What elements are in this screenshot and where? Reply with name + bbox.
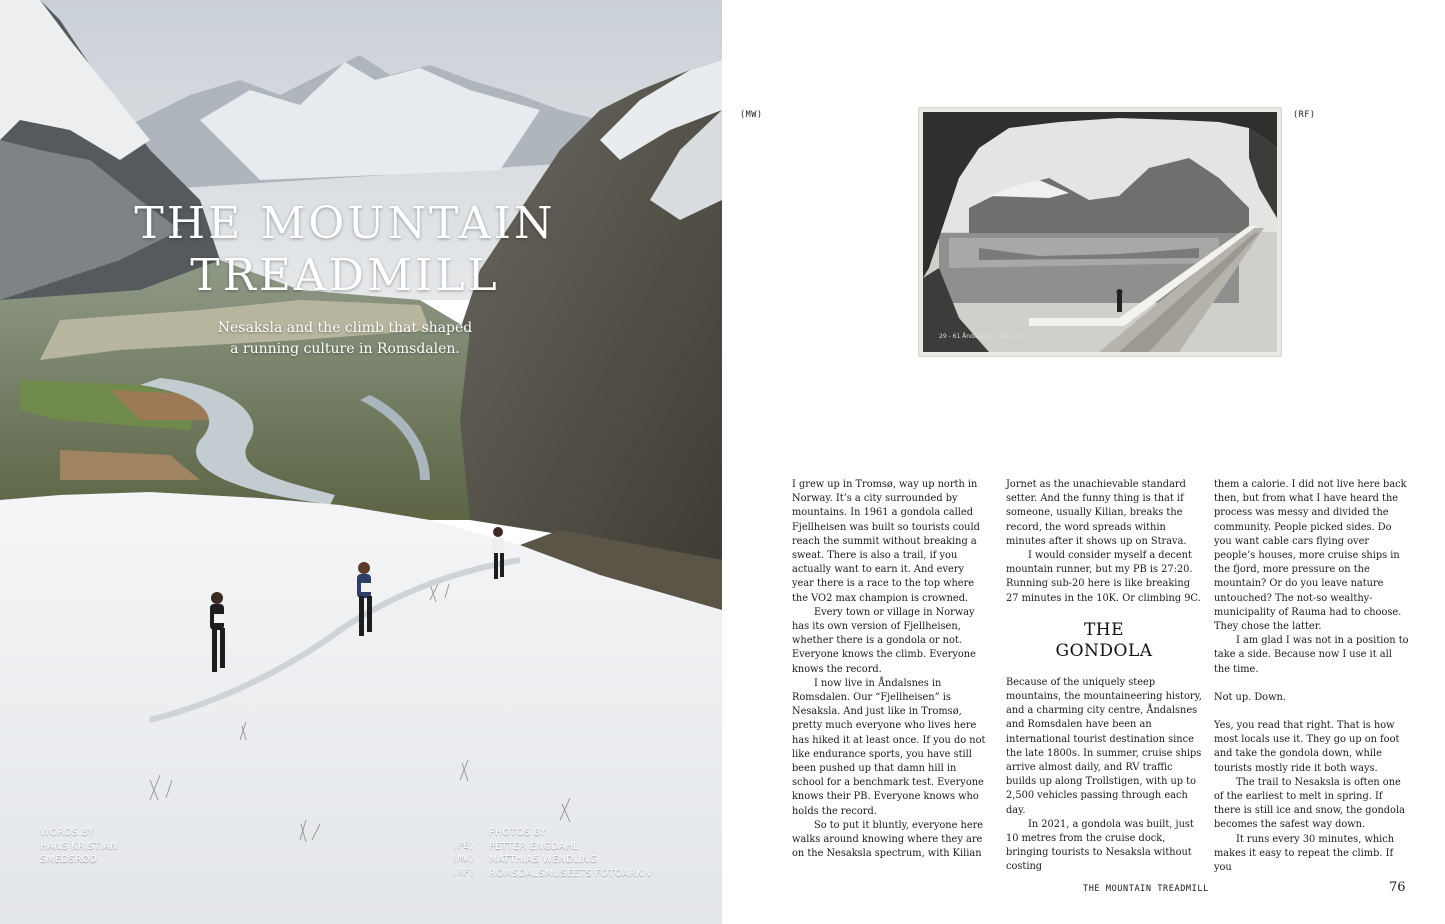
- photos-credit-row: [452, 867, 653, 881]
- historic-postcard-photo: [919, 108, 1281, 356]
- article-title-line: THE MOUNTAIN: [134, 198, 556, 249]
- subtitle-line: Nesaksla and the climb that shaped: [217, 320, 473, 336]
- paragraph: Every town or village in Norway has its own version of Fjellheisen, whether there is a gondola or not. Everyone knows the climb. Everyone knows the record.: [792, 606, 976, 675]
- photos-credit-heading: PHOTOS BY: [489, 827, 547, 838]
- postcard-image-icon: [919, 108, 1281, 356]
- words-credit: [40, 826, 118, 867]
- subtitle-line: a running culture in Romsdalen.: [230, 341, 460, 357]
- left-page: [0, 0, 722, 924]
- section-heading: [1006, 620, 1202, 662]
- postcard-caption: 29 - 61 Åndalsnes - Alesund: [939, 333, 1023, 340]
- paragraph: Jornet as the unachievable standard setter. And the funny thing is that if someone, usually Kilian, breaks the record, the word spreads within minutes after it shows up on Strava.: [1006, 479, 1187, 547]
- photos-credit-tag: (RF): [452, 867, 475, 878]
- paragraph: Because of the uniquely steep mountains, the mountaineering history, and a charming city centre, Åndalsnes and Romsdalen have been an international tourist destination since the late 1800s. In summer, cruise ships arrive almost daily, and RV traffic builds up along Trollstigen, with up to 2,500 vehicles passing through each day.: [1006, 676, 1202, 816]
- paragraph: The trail to Nesaksla is often one of the earliest to melt in spring. If there is still ice and snow, the gondola becomes the safest way down.: [1214, 776, 1405, 831]
- words-credit-line: WORDS BY: [40, 827, 95, 838]
- text-column-3: [1214, 478, 1410, 875]
- photos-credit: [452, 826, 653, 880]
- article-title-line: TREADMILL: [190, 250, 500, 301]
- photos-credit-name: PETTER ENGDAHL: [489, 840, 579, 852]
- photos-credit-row: [452, 853, 653, 867]
- section-heading-line: THE: [1083, 619, 1125, 640]
- photos-credit-row: [452, 840, 653, 854]
- page-number: 76: [1389, 880, 1406, 895]
- paragraph: Yes, you read that right. That is how most locals use it. They go up on foot and take the gondola down, while tourists mostly ride it both ways.: [1214, 720, 1400, 774]
- photos-credit-name: MATTHIAS WENDLING: [489, 854, 598, 865]
- text-column-2: [1006, 478, 1202, 875]
- words-credit-line: SMEDSRØD: [40, 854, 98, 865]
- mountain-photo-icon: [0, 0, 722, 924]
- text-column-1: [792, 478, 988, 861]
- article-title: [40, 198, 650, 302]
- words-credit-line: HANS KRISTIAN: [40, 840, 118, 852]
- photo-tag-rf: (RF): [1293, 110, 1316, 120]
- paragraph: them a calorie. I did not live here back then, but from what I have heard the process was messy and divided the community. People picked sides. Do you want cable cars flying over people’s houses, more cruise ships in the fjord, more pressure on the mountain? Or do you leave nature untouched? The not-so wealthy-municipality of Rauma had to choose. They chose the latter.: [1214, 479, 1407, 633]
- right-page: [722, 0, 1445, 924]
- photos-credit-spacer: [452, 826, 489, 840]
- paragraph: In 2021, a gondola was built, just 10 metres from the cruise dock, bringing tourists to Nesaksla without costing: [1006, 818, 1194, 873]
- paragraph: It runs every 30 minutes, which makes it easy to repeat the climb. If you: [1214, 833, 1395, 874]
- paragraph: I would consider myself a decent mountain runner, but my PB is 27:20. Running sub-20 here is like breaking 27 minutes in the 10K. Or climbing 9C.: [1006, 550, 1201, 604]
- running-footer-title: THE MOUNTAIN TREADMILL: [1083, 884, 1209, 894]
- photos-credit-heading-row: [452, 826, 653, 840]
- photos-credit-tag: (MW): [452, 854, 475, 864]
- photo-tag-mw: (MW): [740, 110, 763, 120]
- paragraph: I am glad I was not in a position to take a side. Because now I use it all the time.: [1214, 635, 1409, 675]
- photos-credit-tag: (PE): [452, 840, 475, 851]
- paragraph: Not up. Down.: [1214, 691, 1286, 703]
- paragraph: So to put it bluntly, everyone here walks around knowing where they are on the Nesaksla spectrum, with Kilian: [792, 819, 984, 860]
- section-heading-line: GONDOLA: [1055, 640, 1153, 661]
- paragraph: I now live in Åndalsnes in Romsdalen. Our “Fjellheisen” is Nesaksla. And just like in Tromsø, pretty much everyone who lives here has hiked it at least once. If you do not like endurance sports, you have still been pushed up that damn hill in school for a benchmark test. Everyone knows their PB. Everyone knows who holds the record.: [792, 677, 986, 817]
- photos-credit-name: ROMSDALSMUSEETS FOTOARKIV: [489, 867, 653, 879]
- article-subtitle: [150, 318, 540, 360]
- paragraph: I grew up in Tromsø, way up north in Norway. It’s a city surrounded by mountains. In 1961 a gondola called Fjellheisen was built so tourists could reach the summit without breaking a sweat. There is also a trail, if you actually want to earn it. And every year there is a race to the top where the VO2 max champion is crowned.: [792, 479, 980, 604]
